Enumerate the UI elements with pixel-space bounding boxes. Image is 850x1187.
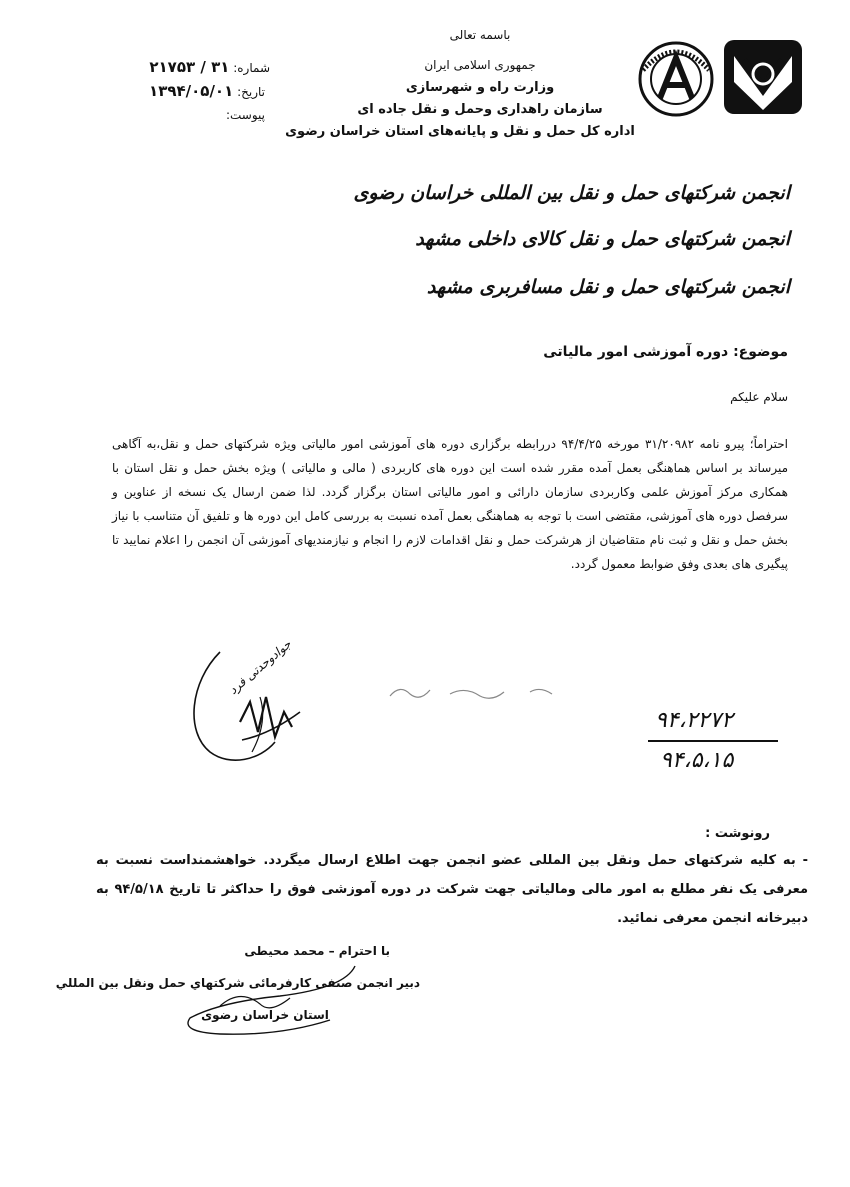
ministry-name: وزارت راه و شهرسازی: [405, 80, 555, 95]
letter-body: احتراماً؛ پیرو نامه ۳۱/۲۰۹۸۲ مورخه ۹۴/۴/۲۵ دررابطه برگزاری دوره های آموزشی امور مالیاتی ویژه شرکتهای حمل و نقل،به آگاهی میرساند بر اساس هماهنگی بعمل آمده مقرر شده است این دوره های کاربردی ( مالی و مالیاتی ) ویژه بخش حمل و نقل استان با همکاری مرکز آموزش علمی وکاربردی سازمان دارائی و امور مالیاتی استان برگزار گردد. لذا ضمن ارسال یک نسخه از عناوین و سرفصل دوره های آموزشی، مقتضی است با توجه به هماهنگی بعمل آمده نسبت به بررسی کامل این دوره ها و تلفیق آن متناسب با نیاز بخش حمل و نقل و ثبت نام متقاضیان از هرشرکت حمل و نقل اقدامات لازم را انجام و نیازمندیهای آموزشی آن انجمن را اعلام نمایید تا پیگیری های بعدی وفق ضوابط معمول گردد.: [112, 437, 788, 571]
cc-text: - به کلیه شرکتهای حمل ونقل بین المللی عضو انجمن جهت اطلاع ارسال میگردد. خواهشمنداست نسبت به معرفی یک نفر مطلع به امور مالی ومالیاتی جهت شرکت در دوره آموزشی فوق را حداکثر تا تاریخ ۹۴/۵/۱۸ به دبیرخانه انجمن معرفی نمائید.: [96, 853, 808, 926]
signature-scribble: [180, 642, 330, 772]
greeting: سلام علیکم: [730, 390, 788, 404]
handwritten-reference-date: ۹۴،۵،۱۵: [660, 748, 734, 773]
date-value: ۱۳۹۴/۰۵/۰۱: [149, 82, 234, 100]
recipient-3: انجمن شرکتهای حمل و نقل مسافربری مشهد: [426, 276, 790, 298]
letter-date: [130, 82, 265, 100]
signer-region: استان خراسان رضوی: [201, 1008, 329, 1022]
country-name: جمهوری اسلامی ایران: [424, 58, 536, 72]
letter-number: [150, 58, 270, 76]
handwritten-reference-number: ۹۴،۲۲۷۲: [655, 708, 733, 733]
reference-underline: [648, 740, 778, 742]
number-value: ۳۱ / ۲۱۷۵۳: [149, 58, 230, 76]
faint-marks: [380, 678, 580, 708]
cc-closing: با احترام – محمد محیطی: [244, 944, 390, 958]
letter-attachment: [200, 108, 265, 122]
certification-seal: [637, 40, 715, 118]
attachment-label: پیوست:: [225, 108, 265, 122]
department-name: اداره کل حمل و نقل و پایانه‌های استان خراسان رضوی: [285, 124, 635, 139]
organization-name: سازمان راهداری وحمل و نقل جاده ای: [357, 102, 603, 117]
signer-signature: [160, 958, 380, 1040]
signature-name: جوادوحدتی فرد: [226, 637, 294, 698]
signer-title: دبیر انجمن صنفی کارفرمائی شرکتهاي حمل ونقل بین المللي: [55, 976, 420, 990]
date-label: تاریخ:: [237, 85, 265, 99]
cc-title: رونوشت :: [705, 826, 770, 841]
invocation: باسمه تعالی: [449, 28, 511, 42]
subject-line: موضوع: دوره آموزشی امور مالیاتی: [543, 344, 788, 360]
recipient-2: انجمن شرکتهای حمل و نقل کالای داخلی مشهد: [415, 228, 790, 250]
number-label: شماره:: [233, 61, 270, 75]
recipient-1: انجمن شرکتهای حمل و نقل بین المللی خراسان رضوی: [353, 182, 790, 204]
ministry-logo: [722, 38, 804, 116]
